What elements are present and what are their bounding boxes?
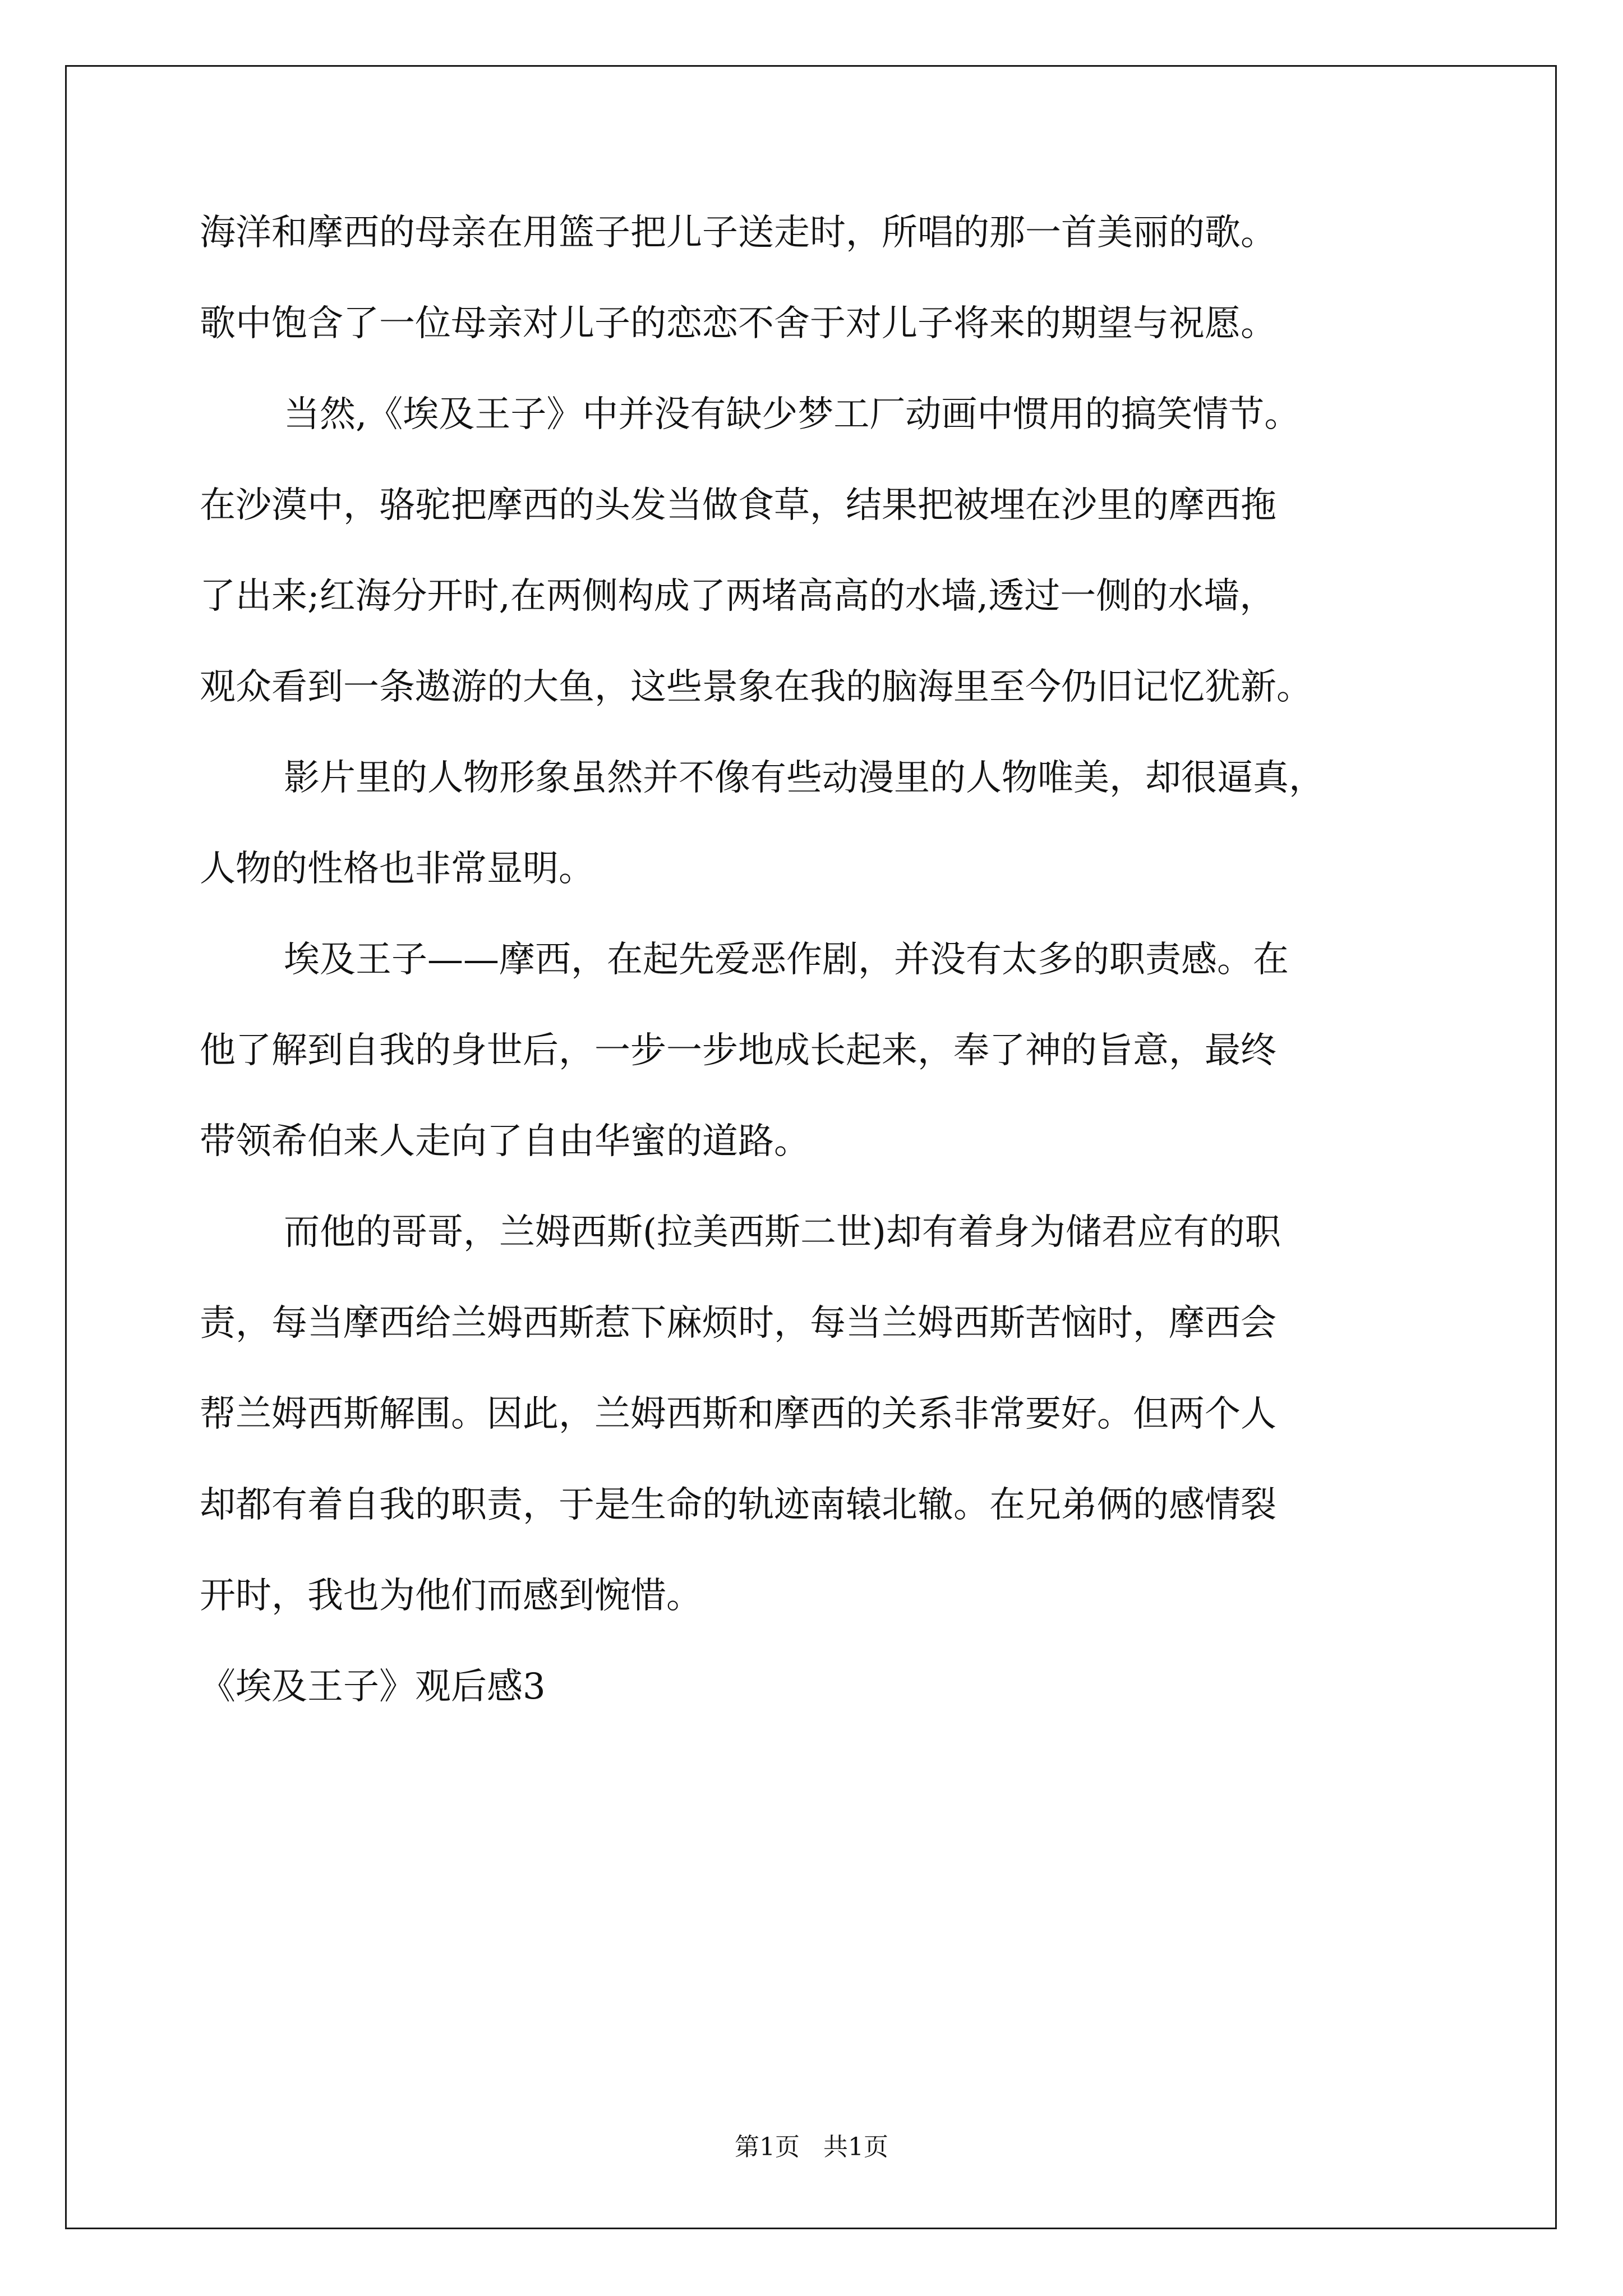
page-footer xyxy=(0,2131,1623,2164)
paragraph-line: 带领希伯来人走向了自由华蜜的道路。 xyxy=(200,1121,810,1162)
paragraph-line: 埃及王子——摩西，在起先爱恶作剧，并没有太多的职责感。在 xyxy=(284,939,1289,981)
paragraph-line: 了出来;红海分开时,在两侧构成了两堵高高的水墙,透过一侧的水墙， xyxy=(200,576,1276,617)
paragraph-line: 歌中饱含了一位母亲对儿子的恋恋不舍于对儿子将来的期望与祝愿。 xyxy=(200,303,1276,344)
paragraph-line: 观众看到一条遨游的大鱼，这些景象在我的脑海里至今仍旧记忆犹新。 xyxy=(200,666,1312,708)
paragraph-line: 海洋和摩西的母亲在用篮子把儿子送走时，所唱的那一首美丽的歌。 xyxy=(200,212,1276,254)
paragraph-line: 责，每当摩西给兰姆西斯惹下麻烦时，每当兰姆西斯苦恼时，摩西会 xyxy=(200,1303,1276,1344)
paragraph-line: 他了解到自我的身世后，一步一步地成长起来，奉了神的旨意，最终 xyxy=(200,1030,1276,1071)
page-number: 第1页 xyxy=(735,2133,800,2161)
paragraph-line: 人物的性格也非常显明。 xyxy=(200,848,594,890)
paragraph-line: 却都有着自我的职责，于是生命的轨迹南辕北辙。在兄弟俩的感情裂 xyxy=(200,1484,1276,1526)
paragraph-line: 影片里的人物形象虽然并不像有些动漫里的人物唯美，却很逼真， xyxy=(284,757,1325,799)
paragraph-line: 开时，我也为他们而感到惋惜。 xyxy=(200,1575,702,1617)
paragraph-line: 当然,《埃及王子》中并没有缺少梦工厂动画中惯用的搞笑情节。 xyxy=(284,394,1301,435)
section-heading: 《埃及王子》观后感3 xyxy=(200,1666,546,1708)
paragraph-line: 而他的哥哥，兰姆西斯(拉美西斯二世)却有着身为储君应有的职 xyxy=(284,1212,1281,1253)
page-total: 共1页 xyxy=(823,2133,888,2161)
paragraph-line: 帮兰姆西斯解围。因此，兰姆西斯和摩西的关系非常要好。但两个人 xyxy=(200,1393,1276,1435)
paragraph-line: 在沙漠中，骆驼把摩西的头发当做食草，结果把被埋在沙里的摩西拖 xyxy=(200,485,1276,526)
